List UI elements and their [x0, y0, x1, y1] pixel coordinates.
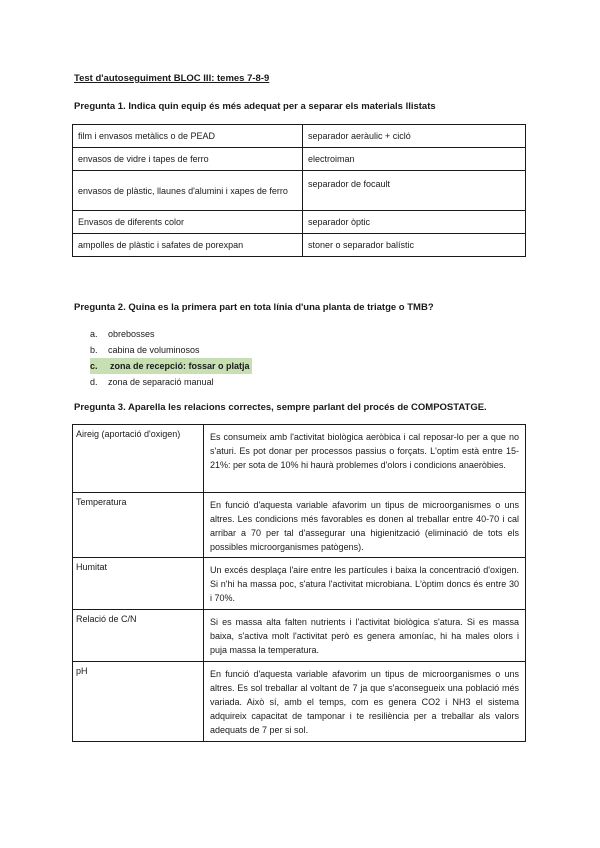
table-row: [73, 125, 526, 148]
material-cell: envasos de vidre i tapes de ferro: [73, 148, 303, 171]
description-cell: En funció d'aquesta variable afavorim un tipus de microorganismes o uns altres. Les condicions més favorables es donen al treballar entre 40-70 i cal arribar a 70 per tal d'assegurar una higienització (eliminació de tots els possibles microorganismes patògens).: [204, 493, 526, 558]
table-row: [73, 610, 526, 662]
option-letter: a.: [90, 329, 98, 339]
option-text: cabina de voluminosos: [108, 345, 200, 355]
question-2-options: [90, 326, 252, 390]
table-row: [73, 171, 526, 211]
equip-cell: separador òptic: [303, 211, 526, 234]
question-3-table: [72, 424, 526, 742]
equip-cell: separador de focault: [303, 171, 526, 211]
option-letter: d.: [90, 377, 98, 387]
description-cell: Es consumeix amb l'activitat biològica aeròbica i cal reposar-lo per a que no s'aturi. Es pot donar per processos passius o forçats. L'optim està entre 15-21%: per sota de 10% hi haurà problemes d'olors i condicions anaeròbies.: [204, 425, 526, 493]
option-d[interactable]: [90, 374, 252, 390]
description-cell: Un excés desplaça l'aire entre les partícules i baixa la concentració d'oxigen. Si n'hi ha massa poc, s'atura l'activitat microbiana. L'òptim doncs és entre 30 i 70%.: [204, 558, 526, 610]
equip-cell: electroiman: [303, 148, 526, 171]
option-letter: b.: [90, 345, 98, 355]
equip-cell: separador aeràulic + cicló: [303, 125, 526, 148]
option-letter: c.: [90, 358, 108, 374]
table-row: [73, 211, 526, 234]
factor-cell: Humitat: [73, 558, 204, 610]
option-text: obrebosses: [108, 329, 155, 339]
document-title: Test d'autoseguiment BLOC III: temes 7-8-9: [74, 73, 270, 84]
factor-cell: Relació de C/N: [73, 610, 204, 662]
factor-cell: Aireig (aportació d'oxigen): [73, 425, 204, 493]
question-2-heading: Pregunta 2. Quina es la primera part en tota línia d'una planta de triatge o TMB?: [74, 302, 434, 313]
option-c-selected[interactable]: [90, 358, 252, 374]
material-cell: envasos de plàstic, llaunes d'alumini i xapes de ferro: [73, 171, 303, 211]
factor-cell: Temperatura: [73, 493, 204, 558]
option-text-highlighted: zona de recepció: fossar o platja: [108, 358, 252, 374]
description-cell: Si es massa alta falten nutrients i l'activitat biològica s'atura. Si es massa baixa, s'activa molt l'activitat però es genera amoníac, hi ha males olors i puja massa la temperatura.: [204, 610, 526, 662]
table-row: [73, 558, 526, 610]
question-1-table: [72, 124, 526, 257]
option-b[interactable]: [90, 342, 252, 358]
question-1-heading: Pregunta 1. Indica quin equip és més adequat per a separar els materials llistats: [74, 101, 436, 112]
table-row: [73, 425, 526, 493]
table-row: [73, 662, 526, 742]
equip-cell: stoner o separador balístic: [303, 234, 526, 257]
material-cell: film i envasos metàlics o de PEAD: [73, 125, 303, 148]
option-a[interactable]: [90, 326, 252, 342]
description-cell: En funció d'aquesta variable afavorim un tipus de microorganismes o uns altres. Es sol treballar al voltant de 7 ja que s'aconsegueix una població més variada. Això sí, amb el temps, com es genera CO2 i NH3 el sistema adquireix capacitat de tamponar i te resiliència per a treballar als valors adequats de 7 per si sol.: [204, 662, 526, 742]
material-cell: ampolles de plàstic i safates de porexpan: [73, 234, 303, 257]
material-cell: Envasos de diferents color: [73, 211, 303, 234]
table-row: [73, 493, 526, 558]
option-text: zona de separació manual: [108, 377, 214, 387]
table-row: [73, 148, 526, 171]
question-3-heading: Pregunta 3. Aparella les relacions correctes, sempre parlant del procés de COMPOSTATGE.: [74, 402, 487, 413]
factor-cell: pH: [73, 662, 204, 742]
table-row: [73, 234, 526, 257]
